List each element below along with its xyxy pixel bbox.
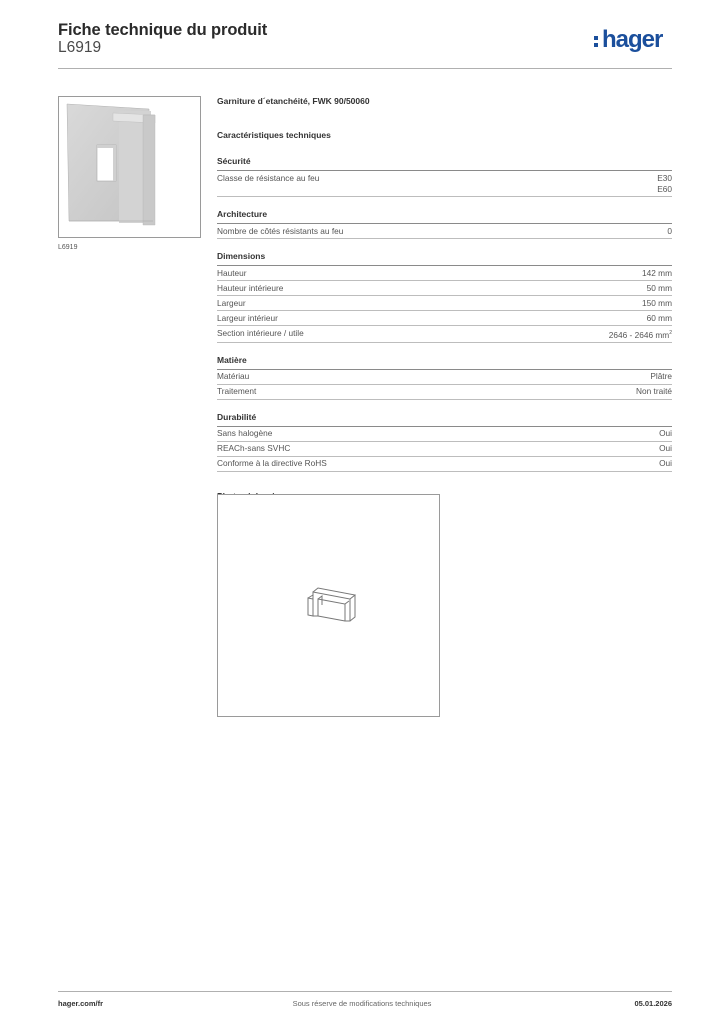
group-title: Durabilité xyxy=(217,412,672,427)
spec-row xyxy=(217,442,672,457)
group-dimensions xyxy=(217,251,672,343)
logo-text: hager xyxy=(602,26,663,53)
spec-label: Section intérieure / utile xyxy=(217,327,304,338)
spec-label: Sans halogène xyxy=(217,428,273,439)
product-name: Garniture d´etanchéité, FWK 90/50060 xyxy=(217,96,370,106)
unit-exponent: 2 xyxy=(669,329,672,336)
spec-row xyxy=(217,266,672,281)
spec-label: REACh-sans SVHC xyxy=(217,443,291,454)
spec-value: 150 mm xyxy=(642,297,672,308)
page-title: Fiche technique du produit xyxy=(58,21,268,39)
spec-label: Hauteur intérieure xyxy=(217,282,284,293)
spec-row xyxy=(217,427,672,442)
group-title: Dimensions xyxy=(217,251,672,266)
image-caption: L6919 xyxy=(58,244,78,251)
footer-notice: Sous réserve de modifications techniques xyxy=(292,999,432,1008)
spec-value: 142 mm xyxy=(642,267,672,278)
spec-value: Oui xyxy=(659,458,672,469)
group-title: Sécurité xyxy=(217,156,672,171)
group-title: Architecture xyxy=(217,209,672,224)
spec-value: 0 xyxy=(667,225,672,236)
spec-row xyxy=(217,311,672,326)
spec-label: Largeur xyxy=(217,297,246,308)
spec-value: Oui xyxy=(659,428,672,439)
spec-row xyxy=(217,281,672,296)
hager-logo[interactable] xyxy=(594,28,662,52)
group-title: Matière xyxy=(217,355,672,370)
footer-date: 05.01.2026 xyxy=(634,999,672,1008)
group-securite xyxy=(217,156,672,197)
u-profile-drawing-icon xyxy=(218,495,439,716)
specifications xyxy=(217,96,672,505)
spec-row xyxy=(217,171,672,197)
group-architecture xyxy=(217,209,672,239)
footer-divider xyxy=(58,991,672,992)
product-reference: L6919 xyxy=(58,39,102,56)
product-photo xyxy=(58,96,201,238)
spec-label: Matériau xyxy=(217,371,250,382)
spec-value: E30 E60 xyxy=(657,172,672,194)
sealing-frame-photo-icon xyxy=(59,97,200,237)
spec-value-with-unit xyxy=(609,328,672,341)
spec-value: 2646 - 2646 mm xyxy=(608,329,670,340)
spec-label: Largeur intérieur xyxy=(217,312,278,323)
spec-value: Plâtre xyxy=(650,371,672,382)
spec-row xyxy=(217,385,672,400)
group-matiere xyxy=(217,355,672,400)
spec-label: Nombre de côtés résistants au feu xyxy=(217,225,344,236)
header-divider xyxy=(58,68,672,69)
spec-row xyxy=(217,326,672,343)
footer-website-link[interactable]: hager.com/fr xyxy=(58,999,104,1008)
spec-label: Conforme à la directive RoHS xyxy=(217,458,327,469)
spec-row xyxy=(217,224,672,239)
spec-label: Traitement xyxy=(217,386,257,397)
spec-row xyxy=(217,296,672,311)
characteristics-title: Caractéristiques techniques xyxy=(217,130,331,140)
spec-label: Classe de résistance au feu xyxy=(217,172,320,183)
spec-value: Non traité xyxy=(636,386,672,397)
spec-value: Oui xyxy=(659,443,672,454)
group-durabilite xyxy=(217,412,672,472)
spec-value: 60 mm xyxy=(646,312,672,323)
logo-dots-icon xyxy=(594,33,600,49)
technical-drawing xyxy=(217,494,440,717)
spec-value: 50 mm xyxy=(646,282,672,293)
spec-row xyxy=(217,370,672,385)
spec-row xyxy=(217,457,672,472)
spec-label: Hauteur xyxy=(217,267,247,278)
